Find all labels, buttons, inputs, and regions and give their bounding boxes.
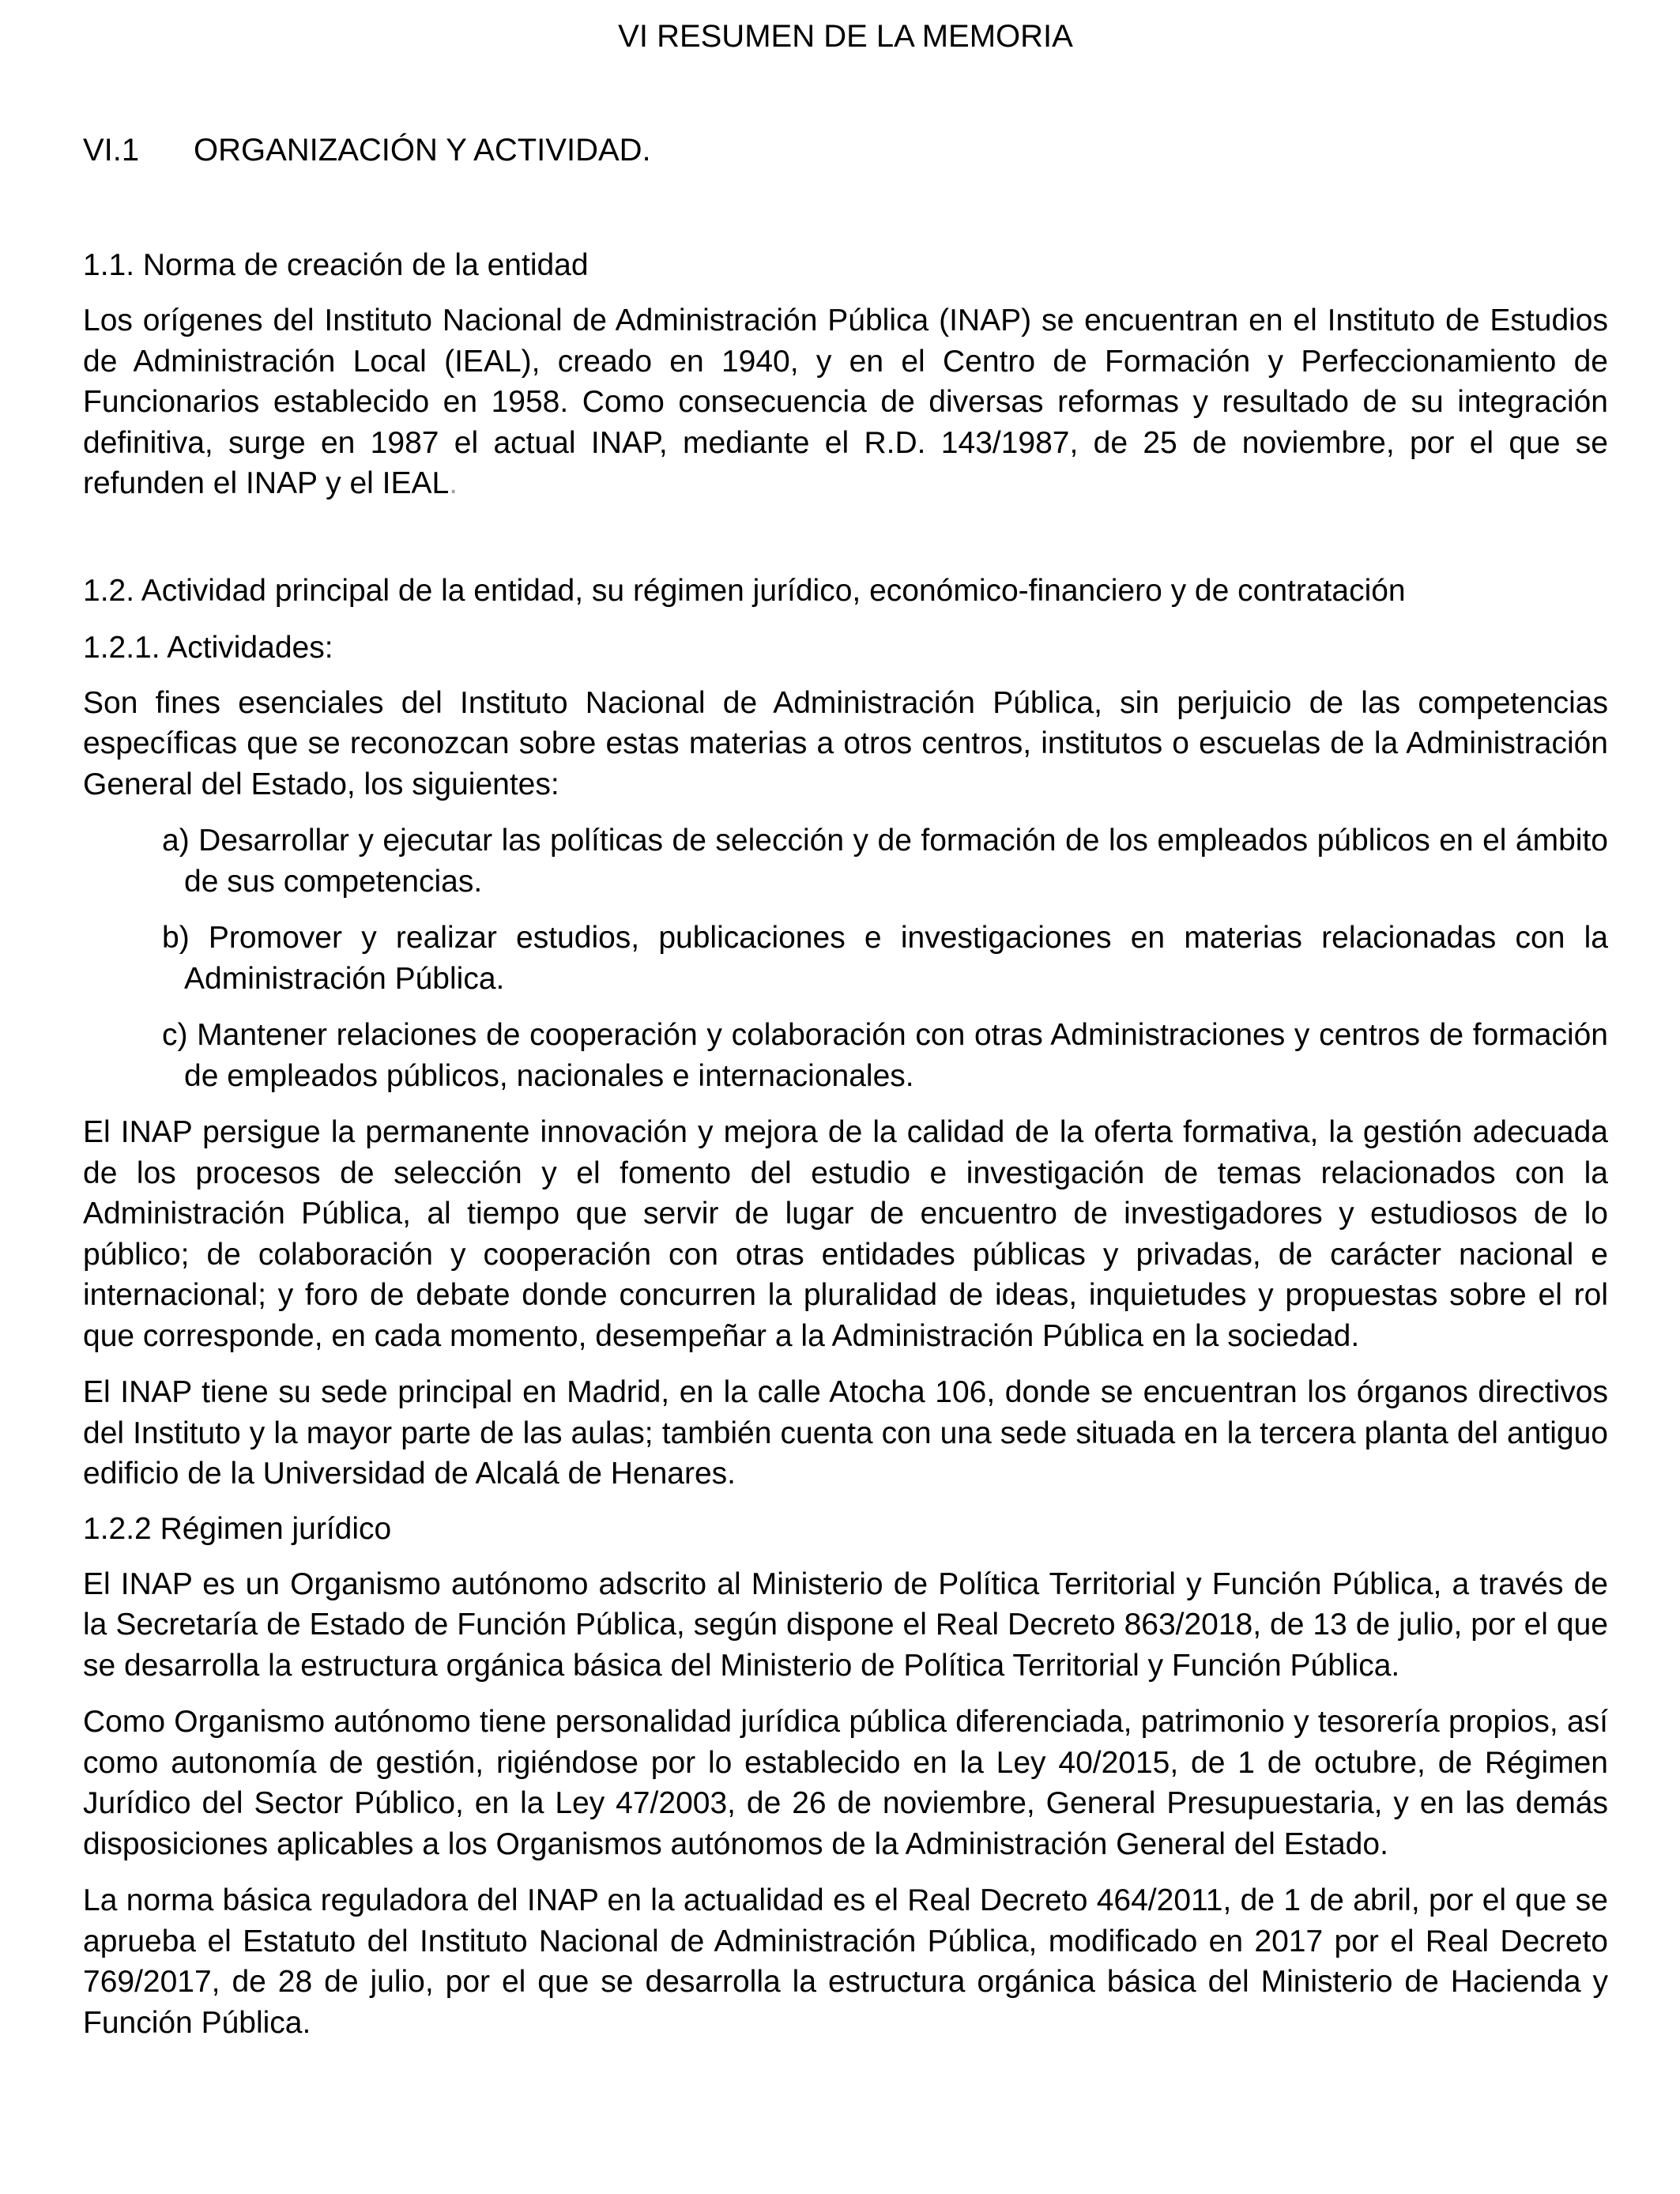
list-item-c: c) Mantener relaciones de cooperación y colaboración con otras Administraciones y centros de formación de empleados públicos, nacionales e internacionales.	[162, 1018, 1608, 1093]
paragraph-regimen-1: El INAP es un Organismo autónomo adscrito al Ministerio de Política Territorial y Función Pública, a través de la Secretaría de Estado de Función Pública, según dispone el Real Decreto 863/2018, de 13 de julio, por el que se desarrolla la estructura orgánica básica del Ministerio de Política Territorial y Función Pública.	[83, 1566, 1608, 1683]
heading-1-2-1: 1.2.1. Actividades:	[83, 630, 333, 665]
section-number: VI.1	[83, 133, 140, 168]
paragraph-norma-creacion-end: .	[449, 466, 458, 500]
heading-1-2-2: 1.2.2 Régimen jurídico	[83, 1511, 392, 1546]
paragraph-norma-creacion-text: Los orígenes del Instituto Nacional de Administración Pública (INAP) se encuentran en el Instituto de Estudios de Administración Local (IEAL), creado en 1940, y en el Centro de Formación y Perfeccionamiento de Funcionarios establecido en 1958. Como consecuencia de diversas reformas y resultado de su integración definitiva, surge en 1987 el actual INAP, mediante el R.D. 143/1987, de 25 de noviembre, por el que se refunden el INAP y el IEAL	[83, 303, 1608, 500]
section-title: ORGANIZACIÓN Y ACTIVIDAD.	[194, 133, 651, 168]
list-item-b: b) Promover y realizar estudios, publicaciones e investigaciones en materias relacionadas con la Administración Pública.	[162, 921, 1608, 996]
paragraph-inap-objetivos: El INAP persigue la permanente innovación y mejora de la calidad de la oferta formativa, la gestión adecuada de los procesos de selección y el fomento del estudio e investigación de temas relacionados con la Administración Pública, al tiempo que servir de lugar de encuentro de investigadores y estudiosos de lo público; de colaboración y cooperación con otras entidades públicas y privadas, de carácter nacional e internacional; y foro de debate donde concurren la pluralidad de ideas, inquietudes y propuestas sobre el rol que corresponde, en cada momento, desempeñar a la Administración Pública en la sociedad.	[83, 1115, 1608, 1353]
heading-1-2: 1.2. Actividad principal de la entidad, su régimen jurídico, económico-financiero y de contratación	[83, 573, 1406, 608]
list-item-a: a) Desarrollar y ejecutar las políticas de selección y de formación de los empleados públicos en el ámbito de sus competencias.	[162, 824, 1608, 899]
paragraph-fines-intro: Son fines esenciales del Instituto Nacional de Administración Pública, sin perjuicio de las competencias específicas que se reconozcan sobre estas materias a otros centros, institutos o escuelas de la Administración General del Estado, los siguientes:	[83, 685, 1608, 801]
paragraph-regimen-2: Como Organismo autónomo tiene personalidad jurídica pública diferenciada, patrimonio y tesorería propios, así como autonomía de gestión, rigiéndose por lo establecido en la Ley 40/2015, de 1 de octubre, de Régimen Jurídico del Sector Público, en la Ley 47/2003, de 26 de noviembre, General Presupuestaria, y en las demás disposiciones aplicables a los Organismos autónomos de la Administración General del Estado.	[83, 1705, 1608, 1861]
section-heading	[83, 128, 651, 172]
document-body	[83, 243, 1608, 2043]
paragraph-regimen-3: La norma básica reguladora del INAP en la actualidad es el Real Decreto 464/2011, de 1 de abril, por el que se aprueba el Estatuto del Instituto Nacional de Administración Pública, modificado en 2017 por el Real Decreto 769/2017, de 28 de julio, por el que se desarrolla la estructura orgánica básica del Ministerio de Hacienda y Función Pública.	[83, 1883, 1608, 2040]
heading-1-1: 1.1. Norma de creación de la entidad	[83, 248, 589, 282]
paragraph-norma-creacion	[83, 300, 1608, 504]
document-title: VI RESUMEN DE LA MEMORIA	[618, 19, 1073, 54]
paragraph-sede: El INAP tiene su sede principal en Madrid, en la calle Atocha 106, donde se encuentran los órganos directivos del Instituto y la mayor parte de las aulas; también cuenta con una sede situada en la tercera planta del antiguo edificio de la Universidad de Alcalá de Henares.	[83, 1375, 1608, 1491]
